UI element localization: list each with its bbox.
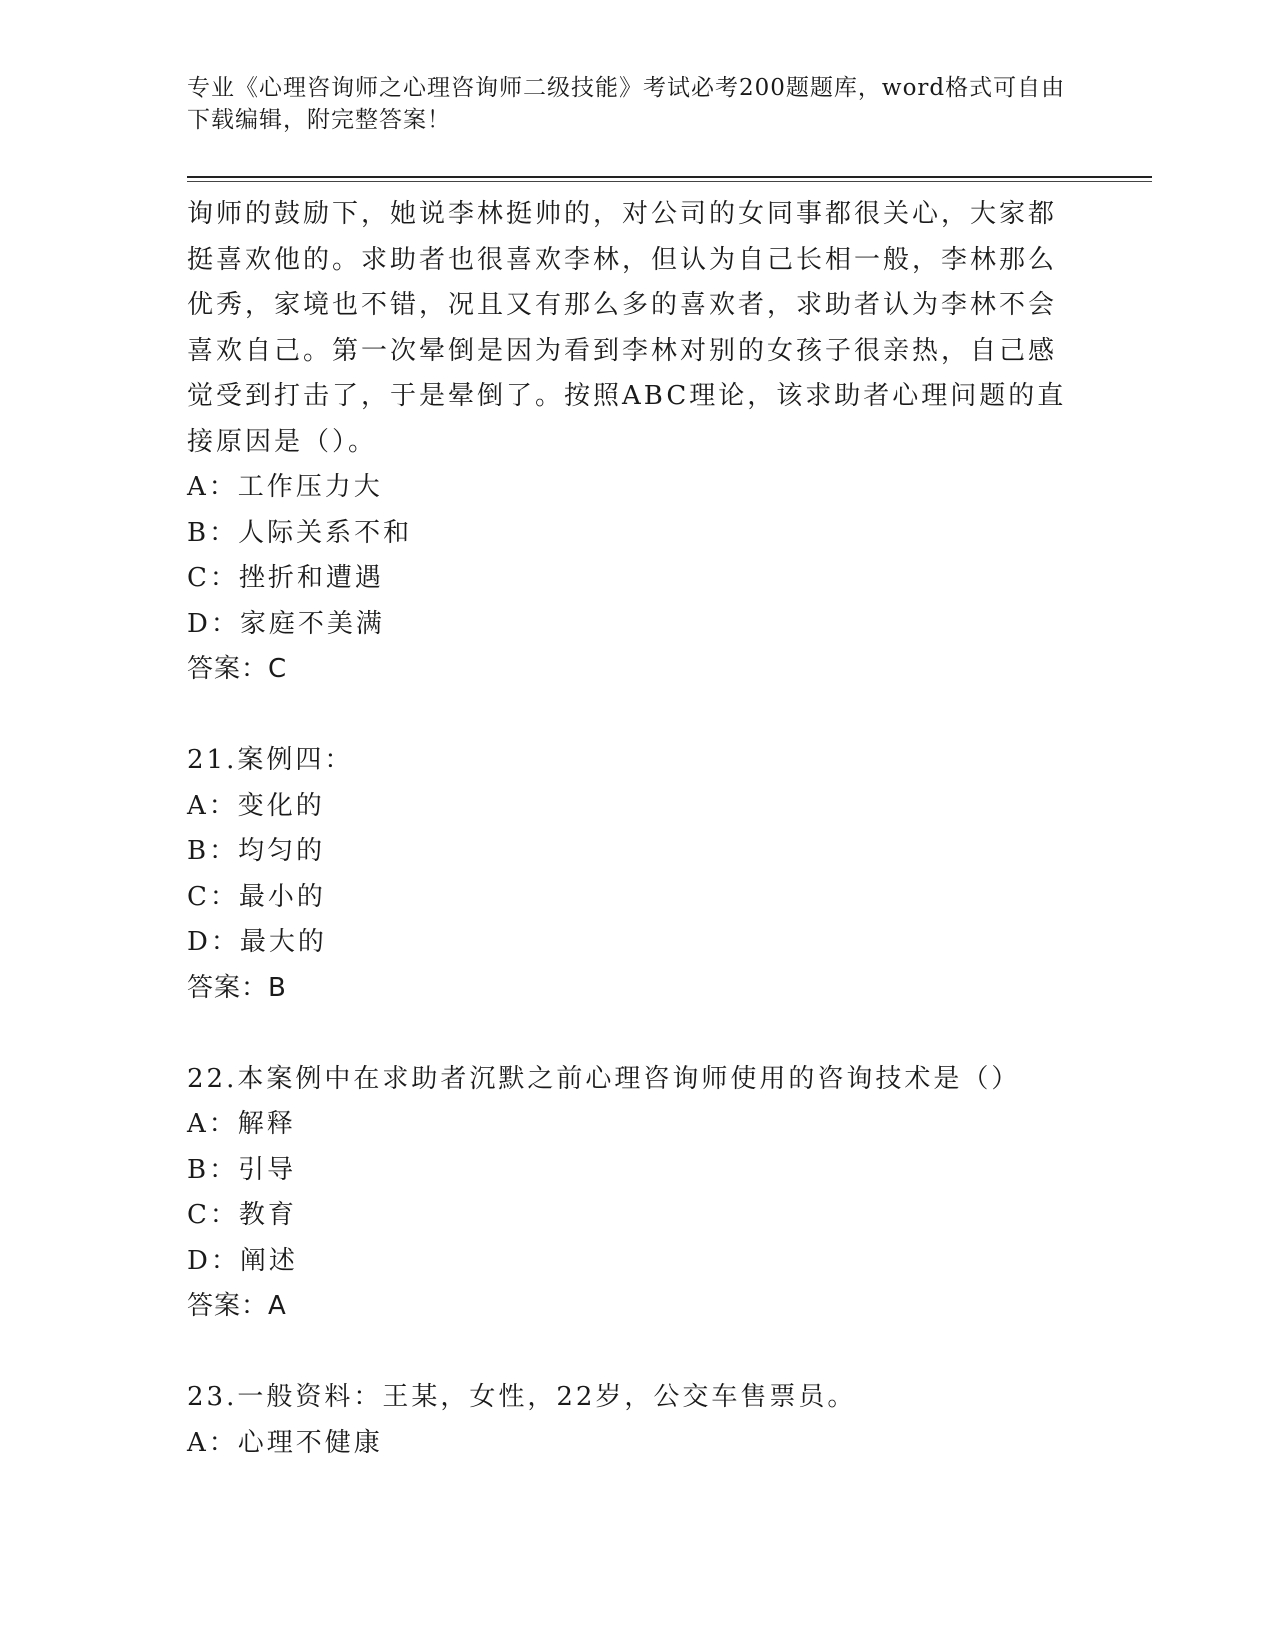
option-d: D：最大的	[187, 927, 327, 957]
option-a: A：心理不健康	[187, 1427, 383, 1458]
question-block	[187, 192, 1077, 693]
document-header: 专业《心理咨询师之心理咨询师二级技能》考试必考200题题库，word格式可自由下载编辑，附完整答案！	[187, 75, 1066, 133]
option-b: B：人际关系不和	[187, 517, 413, 548]
option-c: C：教育	[187, 1200, 297, 1230]
option-b: B：引导	[187, 1154, 297, 1185]
answer-line: 答案：A	[187, 1291, 287, 1321]
document-body	[187, 192, 1077, 1466]
option-b: B：均匀的	[187, 836, 326, 866]
header-divider-thin	[187, 181, 1152, 182]
option-d: D：阐述	[187, 1245, 298, 1276]
option-a: A：解释	[187, 1109, 296, 1139]
question-stem: 21.案例四：	[187, 745, 354, 775]
question-stem: 22.本案例中在求助者沉默之前心理咨询师使用的咨询技术是（）	[187, 1063, 1021, 1094]
answer-line: 答案：B	[187, 972, 287, 1003]
option-c: C：最小的	[187, 881, 326, 912]
question-block	[187, 738, 1077, 1011]
question-text: 询师的鼓励下，她说李林挺帅的，对公司的女同事都很关心，大家都挺喜欢他的。求助者也很喜欢李林，但认为自己长相一般，李林那么优秀，家境也不错，况且又有那么多的喜欢者，求助者认为李林不会喜欢自己。第一次晕倒是因为看到李林对别的女孩子很亲热，自己感觉受到打击了，于是晕倒了。按照ABC理论，该求助者心理问题的直接原因是（）。	[187, 199, 1067, 457]
header-divider	[187, 176, 1152, 178]
option-a: A：变化的	[187, 790, 325, 821]
option-c: C：挫折和遭遇	[187, 563, 384, 593]
question-block	[187, 1057, 1077, 1330]
option-d: D：家庭不美满	[187, 608, 385, 639]
question-stem: 23.一般资料：王某，女性，22岁，公交车售票员。	[187, 1382, 857, 1412]
question-block	[187, 1375, 1077, 1466]
answer-line: 答案：C	[187, 654, 288, 684]
option-a: A：工作压力大	[187, 472, 383, 502]
